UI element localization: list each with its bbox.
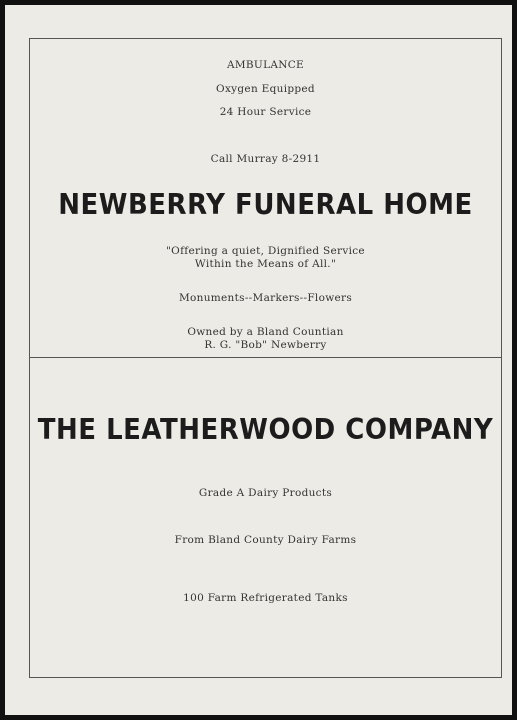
hours-line: 24 Hour Service [219,106,312,118]
oxygen-line: Oxygen Equipped [216,83,315,95]
dairy-products-line: Grade A Dairy Products [198,487,333,499]
owner-line-2: R. G. "Bob" Newberry [204,339,327,351]
phone-line: Call Murray 8-2911 [210,153,321,165]
offerings-line: Monuments--Markers--Flowers [178,292,353,304]
slogan-line-2: Within the Means of All." [194,258,337,270]
newberry-funeral-home-title: NEWBERRY FUNERAL HOME [58,188,473,222]
slogan-line-1: "Offering a quiet, Dignified Service [166,245,365,257]
advertisement-frame [29,38,502,678]
owner-line-1: Owned by a Bland Countian [187,326,344,338]
refrigerated-tanks-line: 100 Farm Refrigerated Tanks [183,592,348,604]
document-page [5,5,512,715]
ambulance-heading: AMBULANCE [226,59,305,71]
leatherwood-company-title: THE LEATHERWOOD COMPANY [37,413,494,447]
dairy-farms-line: From Bland County Dairy Farms [174,534,357,546]
ad-divider [30,357,501,358]
